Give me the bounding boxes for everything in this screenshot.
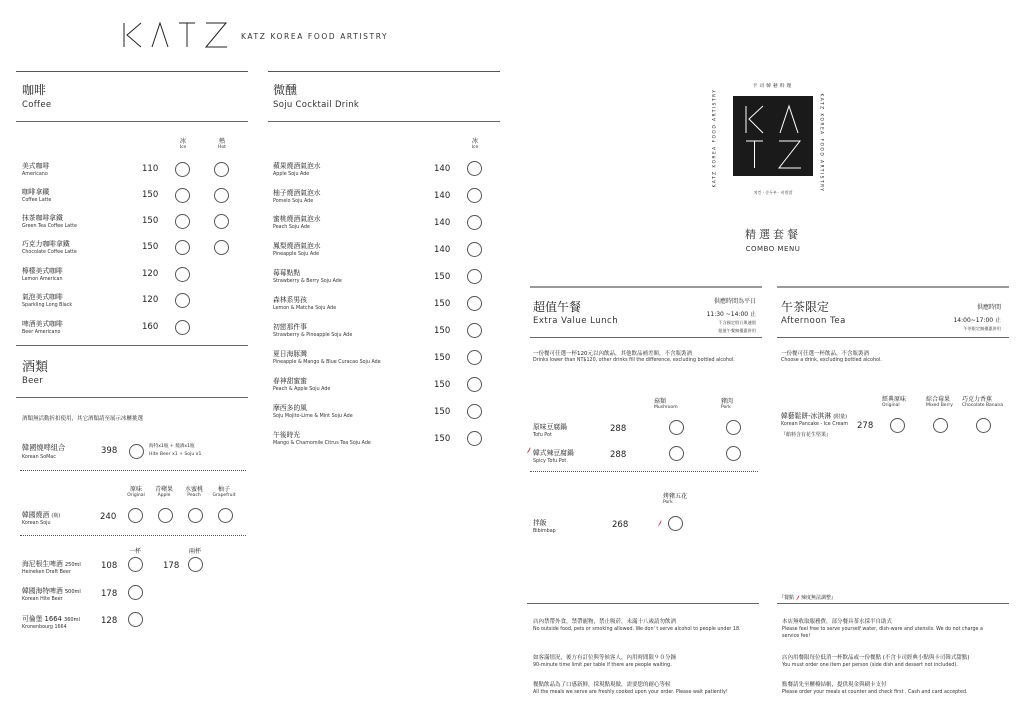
col-mushroom: 菇類 Mushroom	[654, 398, 678, 410]
select-ice-circle[interactable]	[175, 240, 190, 255]
price: 140	[434, 245, 451, 255]
lunch-title-en: Extra Value Lunch	[533, 316, 619, 326]
col-one-glass: 一杯	[128, 548, 141, 555]
price: 150	[434, 434, 451, 444]
price: 150	[142, 216, 159, 226]
col-original: 原味 Original	[127, 486, 145, 498]
divider	[16, 71, 248, 72]
divider	[777, 286, 1009, 288]
divider	[268, 71, 500, 72]
menu-item: 韓國燒啤組合 Korean SoMac	[22, 443, 66, 460]
menu-item: 初戀那件事 Strawberry & Pineapple Soju Ade	[273, 323, 353, 338]
menu-item: 森林系男孩 Lemon & Matcha Soju Ade	[273, 296, 337, 311]
select-ice-circle[interactable]	[467, 269, 482, 284]
select-original-circle[interactable]	[890, 418, 905, 433]
footer-note: 店內禁帶外食，禁帶寵物，禁止吸菸，未滿十八歲請勿飲酒 No outside food, pets or smoking allowed. We don' t serve alcohol to people under 18.	[533, 619, 741, 632]
dotted-divider	[20, 470, 246, 471]
divider	[16, 345, 248, 346]
price: 140	[434, 164, 451, 174]
price: 120	[142, 269, 159, 279]
menu-item: 拌飯 Bibimbap	[533, 519, 556, 534]
price: 150	[434, 299, 451, 309]
select-ice-circle[interactable]	[175, 293, 190, 308]
select-ice-circle[interactable]	[467, 188, 482, 203]
price: 288	[610, 424, 627, 434]
menu-item: 咖啡拿鐵 Coffee Latte	[22, 188, 52, 203]
col-original: 經典原味 Original	[882, 396, 907, 408]
price: 150	[434, 407, 451, 417]
lunch-rule-en: Drinks lower than NT$120, other drinks fill the difference, excluding bottled alcohol.	[533, 358, 735, 363]
menu-item: 蜜桃燒酒氣泡水 Peach Soju Ade	[273, 215, 321, 230]
select-one-glass-circle[interactable]	[128, 557, 143, 572]
price: 150	[434, 326, 451, 336]
select-hot-circle[interactable]	[214, 188, 229, 203]
select-pork-circle[interactable]	[668, 516, 683, 531]
menu-item: 巧克力咖啡拿鐵 Chocolate Coffee Latte	[22, 240, 77, 255]
combo-badge	[733, 96, 813, 176]
divider	[530, 337, 762, 338]
col-chocolate-banana: 巧克力香蕉 Chocolate Banana	[962, 396, 1004, 408]
select-ice-circle[interactable]	[175, 188, 190, 203]
select-hot-circle[interactable]	[214, 214, 229, 229]
menu-item: 韓式辣豆腐鍋 Spicy Tofu Pot	[533, 449, 574, 464]
spicy-notice: 『餐點 辣度無法調整』	[779, 595, 837, 601]
menu-item: 午後時光 Mango & Chamomile Citrus Tea Soju Ade	[273, 431, 371, 446]
select-pork-circle[interactable]	[726, 446, 741, 461]
select-ice-circle[interactable]	[467, 350, 482, 365]
col-grapefruit: 柚子 Grapefruit	[212, 486, 236, 498]
col-mixed-berry: 綜合莓果 Mixed Berry	[926, 396, 953, 408]
col-pork: 豬肉 Pork	[721, 398, 734, 410]
price: 120	[142, 295, 159, 305]
select-ice-circle[interactable]	[175, 214, 190, 229]
combo-title-en: COMBO MENU	[745, 245, 801, 253]
somac-detail: 海特x1瓶 + 燒酒x1瓶 Hite Beer x1 + Soju x1	[149, 444, 202, 457]
select-grapefruit-circle[interactable]	[218, 508, 233, 523]
col-two-glass: 兩杯	[188, 548, 201, 555]
select-original-circle[interactable]	[128, 508, 143, 523]
select-ice-circle[interactable]	[467, 242, 482, 257]
divider	[527, 603, 759, 604]
menu-item: 韓國燒酒 (瓶) Korean Soju	[22, 511, 61, 526]
price: 178	[101, 589, 118, 599]
price: 150	[434, 380, 451, 390]
coffee-title-en: Coffee	[22, 100, 52, 110]
select-hot-circle[interactable]	[214, 240, 229, 255]
menu-item: 氣泡美式咖啡 Sparkling Long Black	[22, 293, 73, 308]
menu-item: 鳳梨燒酒氣泡水 Pineapple Soju Ade	[273, 242, 321, 257]
dotted-divider	[20, 535, 246, 536]
col-peach: 水蜜桃 Peach	[184, 486, 203, 498]
price: 240	[100, 512, 117, 522]
menu-item: 啤酒美式咖啡 Beer Americano	[22, 320, 63, 335]
footer-note: 餐點飲品為了口感新鮮，採現點現做，需要您的耐心等候 All the meals we serve are freshly cooked upon your order. Please wait patiently!	[533, 682, 728, 695]
afternoon-hours: 供應時間 14:00~17:00 止 午茶限定無優惠併用	[953, 304, 1001, 331]
select-two-glass-circle[interactable]	[188, 557, 203, 572]
combo-title-zh: 精選套餐	[745, 228, 801, 241]
price: 160	[142, 322, 159, 332]
menu-item: 蘋果燒酒氣泡水 Apple Soju Ade	[273, 162, 321, 177]
price: 108	[101, 561, 118, 571]
footer-note: 點餐請先至櫃檯結帳，提供現金與刷卡支付 Please order your meals at counter and check first . Cash and card accepted.	[782, 682, 968, 695]
coffee-title-zh: 咖啡	[22, 83, 47, 97]
col-hot: 熱 Hot	[218, 138, 226, 150]
select-ice-circle[interactable]	[175, 162, 190, 177]
badge-side-left: KATZ KOREA FOOD ARTISTRY	[712, 88, 718, 188]
select-mushroom-circle[interactable]	[669, 420, 684, 435]
beer-title-en: Beer	[22, 376, 43, 386]
select-hot-circle[interactable]	[214, 162, 229, 177]
divider	[530, 286, 762, 288]
badge-side-right: KATZ KOREA FOOD ARTISTRY	[818, 93, 824, 193]
price: 150	[142, 190, 159, 200]
menu-item: 海尼根生啤酒 250ml Heineken Draft Beer	[22, 560, 81, 575]
price: 140	[434, 218, 451, 228]
select-apple-circle[interactable]	[158, 508, 173, 523]
price: 150	[434, 272, 451, 282]
col-grilled-pork: 烤豬五花 Pork	[663, 493, 688, 505]
select-circle[interactable]	[128, 612, 143, 627]
select-ice-circle[interactable]	[175, 267, 190, 282]
divider	[268, 121, 500, 122]
divider	[777, 603, 1009, 604]
menu-item: 摩西多的風 Soju Mojito-Lime & Mint Soju Ade	[273, 404, 353, 419]
menu-item: 美式咖啡 Americano	[22, 162, 50, 177]
select-pork-circle[interactable]	[726, 420, 741, 435]
price: 278	[857, 421, 874, 431]
price: 150	[142, 242, 159, 252]
price: 110	[142, 164, 159, 174]
divider	[16, 397, 248, 398]
select-ice-circle[interactable]	[467, 404, 482, 419]
beer-title-zh: 酒類	[22, 360, 49, 375]
select-ice-circle[interactable]	[467, 161, 482, 176]
menu-item: 夏日海豚灣 Pineapple & Mango & Blue Curacao Soju Ade	[273, 350, 381, 365]
price: 268	[612, 520, 629, 530]
chili-pepper-icon	[526, 447, 531, 454]
menu-item: 原味豆腐鍋 Tofu Pot	[533, 423, 567, 438]
menu-item: 檸檬美式咖啡 Lemon American	[22, 267, 63, 282]
col-apple: 青蘋果 Apple	[154, 486, 173, 498]
menu-item: 柚子燒酒氣泡水 Pomelo Soju Ade	[273, 189, 321, 204]
price: 150	[434, 353, 451, 363]
select-mushroom-circle[interactable]	[669, 446, 684, 461]
badge-top-text: 卡司韓藝料理	[752, 84, 794, 89]
dotted-divider	[530, 471, 758, 472]
footer-note: 如客滿情況，後方有訂位與等候客人，內用時間限９０分鐘 90-minute time limit per table if there are people waiting.	[533, 655, 677, 668]
menu-item: 可倫堡 1664 360ml Kronenbourg 1664	[22, 615, 80, 630]
divider	[777, 337, 1009, 338]
select-ice-circle[interactable]	[467, 431, 482, 446]
cocktail-title-en: Soju Cocktail Drink	[273, 100, 360, 110]
select-ice-circle[interactable]	[467, 377, 482, 392]
afternoon-title-en: Afternoon Tea	[781, 316, 846, 326]
lunch-hours: 供應時間為平日 11:30 ~14:00 止 不含國定假日與連假 超值午餐無優惠併用	[706, 298, 756, 333]
menu-item: 韓國海特啤酒 500ml Korean Hite Beer	[22, 587, 81, 602]
select-ice-circle[interactable]	[467, 296, 482, 311]
lunch-rule-zh: 一份餐可任選一杯120元以內飲品，其他飲品補差額，不含瓶裝酒	[533, 351, 692, 357]
select-ice-circle[interactable]	[467, 215, 482, 230]
katz-logo	[122, 22, 230, 48]
select-circle[interactable]	[128, 585, 143, 600]
select-circle[interactable]	[129, 444, 144, 459]
chili-pepper-icon	[657, 520, 662, 527]
chili-pepper-icon	[795, 595, 800, 601]
price: 288	[610, 450, 627, 460]
afternoon-title-zh: 午茶限定	[781, 300, 830, 314]
col-ice: 冰 Ice	[471, 138, 479, 150]
menu-item: 韓藝鬆餅-冰淇淋 (附量) Korean Pancake - Ice Cream 『餡料含有花生堅果』	[781, 412, 849, 438]
badge-bottom-text: 치킨 · 순두부 · 비빔밥	[753, 190, 793, 195]
price: 128	[101, 616, 118, 626]
select-chocolate-banana-circle[interactable]	[976, 418, 991, 433]
lunch-title-zh: 超值午餐	[533, 300, 582, 314]
footer-note: 本店無收取服務費，部分餐具茶水採半自助式 Please feel free to serve yourself water, dish-ware and utensils. We do not charge a service fee!	[782, 619, 983, 639]
menu-item: 莓莓點點 Strawberry & Berry Soju Ade	[273, 269, 342, 284]
tagline: KATZ KOREA FOOD ARTISTRY	[241, 32, 389, 41]
select-ice-circle[interactable]	[175, 320, 190, 335]
price-two-glass: 178	[163, 561, 180, 571]
menu-item: 抹茶咖啡拿鐵 Green Tea Coffee Latte	[22, 214, 77, 229]
cocktail-title-zh: 微醺	[273, 83, 298, 97]
beer-notice: 酒類無活動折扣使用，其它酒類請至展示冰櫃挑選	[22, 416, 144, 422]
col-ice: 冰 Ice	[179, 138, 187, 150]
price: 398	[101, 446, 118, 456]
price: 140	[434, 191, 451, 201]
menu-item: 春神甜蜜蜜 Peach & Apple Soju Ade	[273, 377, 331, 392]
afternoon-rule-en: Choose a drink, excluding bottled alcohol.	[781, 358, 882, 363]
select-mixed-berry-circle[interactable]	[933, 418, 948, 433]
select-peach-circle[interactable]	[188, 508, 203, 523]
footer-note: 店內用餐限每位低消一杯飲品或一份餐點 (不含卡司經典小點與卡司韓式甜點) You must order one item per person (side dish and dessert not included).	[782, 655, 970, 668]
select-ice-circle[interactable]	[467, 323, 482, 338]
divider	[16, 121, 248, 122]
afternoon-rule-zh: 一份餐可任選一杯飲品，不含瓶裝酒	[781, 351, 870, 357]
katz-badge-logo	[733, 96, 813, 176]
